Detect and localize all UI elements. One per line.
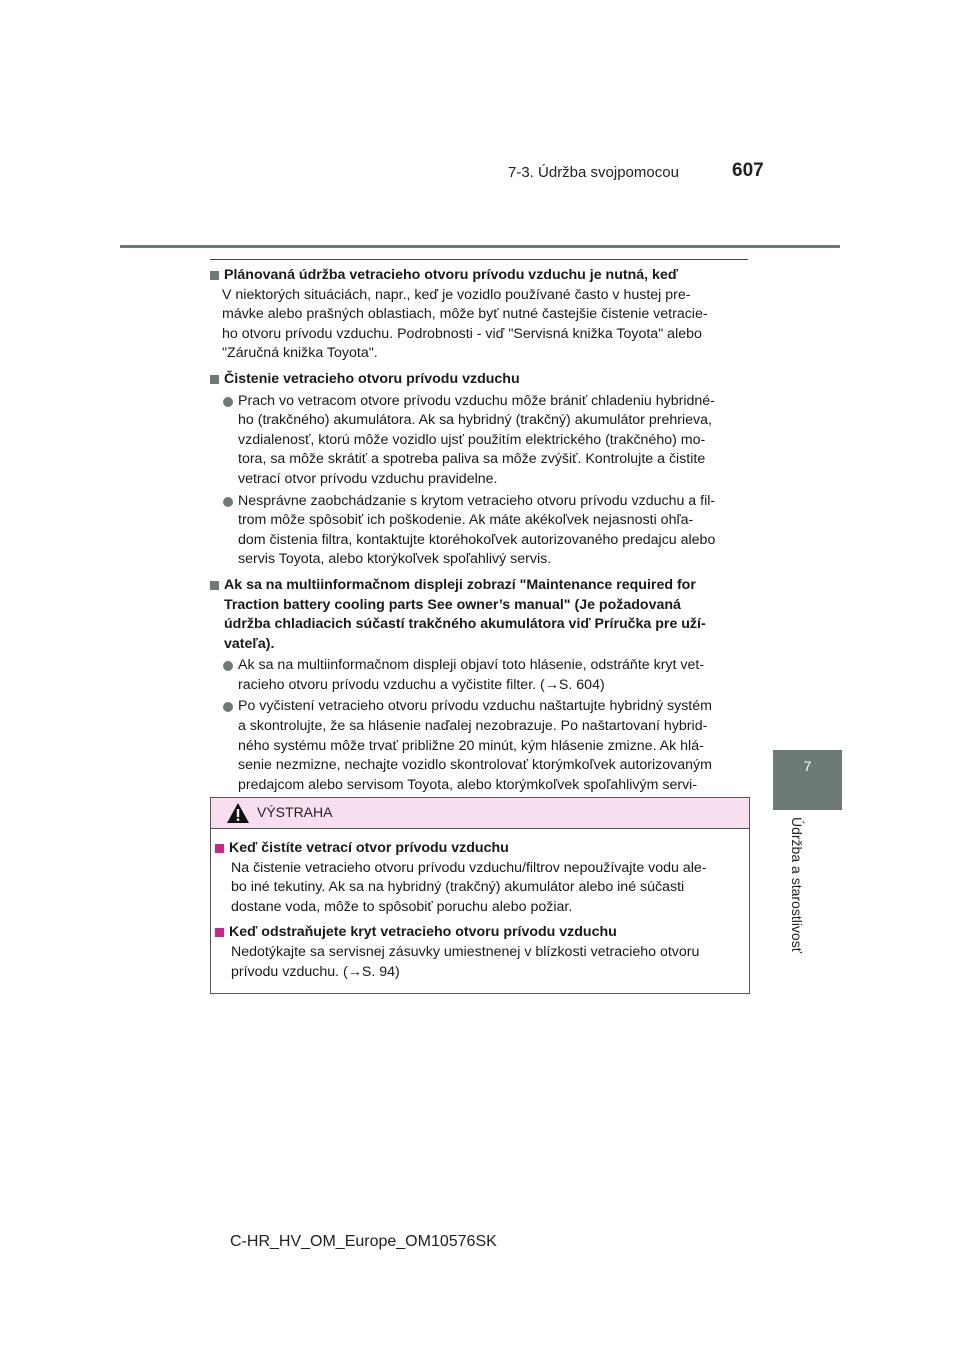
content-top-divider (210, 259, 748, 260)
square-bullet-icon (210, 581, 219, 590)
chapter-side-label (785, 817, 815, 967)
square-bullet-icon (215, 844, 224, 853)
main-content (210, 266, 750, 821)
list-item (210, 656, 750, 695)
list-item-text: Nesprávne zaobchádzanie s krytom vetracieho otvoru prívodu vzduchu a fil- trom môže spôsobiť ich poškodenie. Ak máte akékoľvek nejasnosti ohľa- dom čistenia filtra, kontaktujte ktoréhokoľvek autorizovaného predajcu alebo servis Toyota, alebo ktorýkoľvek spoľahlivý servis. (238, 492, 716, 568)
section-heading (210, 576, 750, 654)
warning-item-text: Nedotýkajte sa servisnej zásuvky umiestnenej v blízkosti vetracieho otvoru prívodu vzduchu. (→S. 94) (231, 943, 700, 980)
warning-item (215, 923, 741, 982)
header-section-title: 7-3. Údržba svojpomocou (508, 164, 679, 181)
section-maintenance (210, 266, 750, 364)
square-bullet-icon (215, 928, 224, 937)
chapter-tab-number: 7 (803, 758, 812, 774)
list-item-text: Prach vo vetracom otvore prívodu vzduchu môže brániť chladeniu hybridné- ho (trakčného) akumulátora. Ak sa hybridný (trakčný) akumulátor prehrieva, vzdialenosť, ktorú môže vozidlo ujsť použitím elektrického (trakčného) mo- tora, sa môže skrátiť a spotreba paliva sa môže zvýšiť. Kontrolujte a čistite vetrací otvor prívodu vzduchu pravidelne. (238, 392, 715, 487)
section-heading-text: Čistenie vetracieho otvoru prívodu vzduchu (224, 370, 520, 387)
section-heading-text: Plánovaná údržba vetracieho otvoru prívodu vzduchu je nutná, keď (224, 267, 679, 283)
section-heading-text: Ak sa na multiinformačnom displeji zobrazí "Maintenance required for Traction battery cooling parts See owner’s manual" (Je požadovaná údržba chladiacich súčastí trakčného akumulátora viď Príručka pre uží- vateľa). (224, 576, 706, 652)
warning-item-heading-text: Keď odstraňujete kryt vetracieho otvoru prívodu vzduchu (229, 924, 617, 941)
circle-bullet-icon (223, 397, 233, 407)
warning-item-text: Na čistenie vetracieho otvoru prívodu vzduchu/filtrov nepoužívajte vodu ale- bo iné tekutiny. Ak sa na hybridný (trakčný) akumulátor alebo iné súčasti dostane voda, môže to spôsobiť poruchu alebo požiar. (231, 859, 707, 915)
list-item (210, 492, 750, 570)
warning-body (211, 829, 749, 982)
section-paragraph: V niektorých situáciách, napr., keď je vozidlo používané často v hustej pre- mávke alebo prašných oblastiach, môže byť nutné častejšie čistenie vetracie- ho otvoru prívodu vzduchu. Podrobnosti - viď "Servisná knižka Toyota" alebo "Záručná knižka Toyota". (222, 286, 708, 362)
list-item-text: Ak sa na multiinformačnom displeji objaví toto hlásenie, odstráňte kryt vet- racieho otvoru prívodu vzduchu a vyčistite filter. (→S. 604) (238, 657, 705, 693)
warning-box (210, 797, 750, 994)
warning-header (211, 798, 749, 829)
warning-item-heading (215, 839, 741, 859)
section-cleaning (210, 370, 750, 570)
circle-bullet-icon (223, 702, 233, 712)
header-divider (120, 245, 840, 248)
warning-triangle-icon (226, 802, 250, 824)
circle-bullet-icon (223, 497, 233, 507)
square-bullet-icon (210, 375, 219, 384)
page-number: 607 (732, 160, 764, 181)
warning-item-heading-text: Keď čistíte vetrací otvor prívodu vzduchu (229, 840, 509, 856)
warning-item-heading (215, 923, 741, 943)
section-heading (210, 370, 750, 390)
document-code: C-HR_HV_OM_Europe_OM10576SK (230, 1233, 497, 1250)
warning-item (215, 839, 741, 917)
section-display-message (210, 576, 750, 815)
circle-bullet-icon (223, 661, 233, 671)
list-item-text: Po vyčistení vetracieho otvoru prívodu vzduchu naštartujte hybridný systém a skontrolujte, že sa hlásenie naďalej nezobrazuje. Po naštartovaní hybrid- ného systému môže trvať približne 20 minút, kým hlásenie zmizne. Ak hlá- senie nezmizne, nechajte vozidlo skontrolovať ktorýmkoľvek autorizovaným predajcom alebo servisom Toyota, alebo ktorýmkoľvek spoľahlivým servi- (238, 698, 712, 793)
warning-title: VÝSTRAHA (257, 804, 333, 820)
square-bullet-icon (210, 271, 219, 280)
chapter-side-label-text: Údržba a starostlivosť (789, 817, 805, 953)
section-heading (210, 266, 750, 286)
list-item (210, 392, 750, 490)
